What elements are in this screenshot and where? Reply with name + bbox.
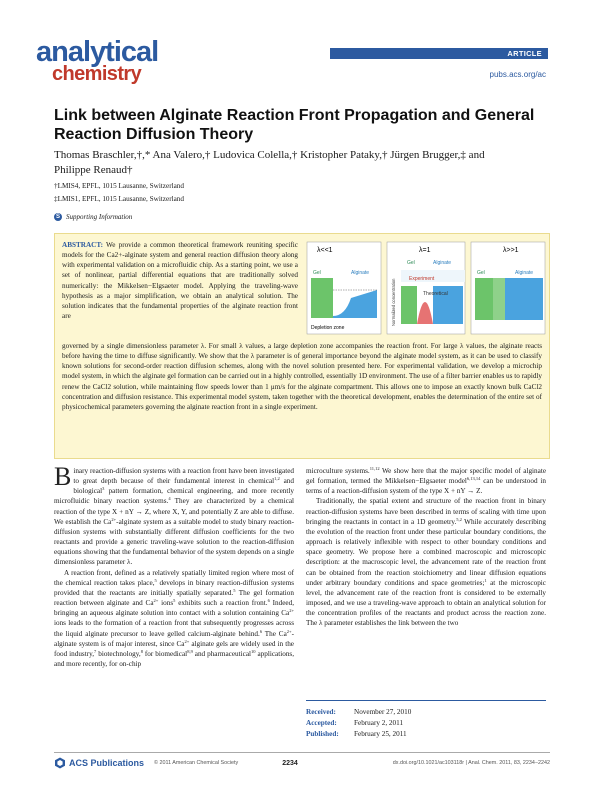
toc-p2-lambda: λ=1 xyxy=(419,247,431,254)
history-accepted xyxy=(306,718,546,729)
acs-publications-logo xyxy=(54,757,144,769)
toc-p1-alginate: Alginate xyxy=(351,270,370,276)
intro-paragraph-3: Traditionally, the spatial extent and structure of the reaction front in binary reaction-diffusion systems have been described in terms of scaling with time upon bringing the reactants in contact in a 1D geometry.$^{5,2}$ While accurately describing the evolution of the reaction front under these particular boundary conditions, the approach is relatively inflexible with respect to other boundary conditions and space geometry. We propose here a combined macroscopic and microscopic description: at the macroscopic level, the advancement rate of the reaction front can be obtained from the reaction stoichiometry and linear diffusion equations under arbitrary boundary conditions and space geometries;$^1$ at the microscopic level, the advancement rate of the reaction front is considered to be externally imposed, and we use a traveling-wave approach to obtain an analytical solution for the concentration profiles of the reactants and product across the reaction zone. The λ parameter establishes the link between the two xyxy=(306,497,546,628)
publication-history xyxy=(306,700,546,740)
received-label: Received: xyxy=(306,708,336,716)
toc-panel-large-lambda xyxy=(471,242,545,334)
journal-name-line1: analytical xyxy=(36,36,159,68)
toc-p1-lambda: λ<<1 xyxy=(317,247,333,254)
abstract-text-bottom: governed by a single dimensionless parameter λ. For small λ values, a large depletion zone accompanies the reaction front. For large λ values, the alginate reacts before having the time to diffuse significantly. We show that the λ parameter is of general importance beyond the alginate model system, as it can be used to classify known solutions for second-order reaction diffusion schemes, along with the novel solution presented here. For experimental validation, we develop a microchip model system, in which the alginate gel formation can be carried out in a highly controlled, essentially 1D environment. The use of a filter barrier enables us to rapidly renew the CaCl2 solution, while maintaining flow speeds lower than 1 μm/s for the alginate compartment. This allows one to impose an exactly known bulk CaCl2 concentration and diffusion resistance. This experimental model system, taken together with the theoretical development, enables the determination of the entire set of physicochemical parameters governing the alginate reaction front in a single experiment. xyxy=(62,342,542,411)
copyright: © 2011 American Chemical Society xyxy=(154,760,239,766)
page-footer xyxy=(54,757,550,769)
body-column-left xyxy=(54,462,295,669)
toc-graphic xyxy=(305,240,547,338)
footer-rule xyxy=(54,752,550,753)
article-type-bar xyxy=(330,48,548,59)
toc-p2-gel: Gel xyxy=(407,260,415,266)
intro-paragraph-2-cont: microculture systems.$^{11,12}$ We show here that the major specific model of alginate gel formation, termed the Mikkelsen−Elgsaeter model$^{6,13,14}$ can be understood in terms of a reaction-diffusion system of the type X + nY → Z. xyxy=(306,466,547,496)
affiliation-1: †LMIS4, EPFL, 1015 Lausanne, Switzerland xyxy=(54,182,184,190)
article-type-label: ARTICLE xyxy=(507,49,542,58)
toc-p3-lambda: λ>>1 xyxy=(503,247,519,254)
toc-panel-small-lambda xyxy=(307,242,381,334)
supporting-info-icon: S xyxy=(55,214,60,220)
author-line-2: Philippe Renaud† xyxy=(54,164,133,176)
journal-name-line2: chemistry xyxy=(52,63,142,85)
toc-p1-gel: Gel xyxy=(313,270,321,276)
journal-url[interactable]: pubs.acs.org/ac xyxy=(489,70,546,79)
toc-p2-theoretical: Theoretical xyxy=(423,291,448,297)
article-title: Link between Alginate Reaction Front Propagation and General Reaction Diffusion Theory xyxy=(54,107,535,143)
toc-p2-alginate: Alginate xyxy=(433,260,452,266)
history-published xyxy=(306,729,546,740)
supporting-info-label: Supporting Information xyxy=(66,213,133,221)
abstract-label: ABSTRACT: xyxy=(62,241,104,249)
history-received xyxy=(306,707,546,718)
author-line-1: Thomas Braschler,†,* Ana Valero,† Ludovica Colella,† Kristopher Pataky,† Jürgen Brugger,‡ and xyxy=(54,149,485,161)
accepted-label: Accepted: xyxy=(306,719,337,727)
acs-hexagon-icon xyxy=(54,757,66,769)
toc-panel-unit-lambda xyxy=(387,242,465,334)
abstract-top-text: We provide a common theoretical framework reuniting specific models for the Ca2+-alginate system and general reaction diffusion theory along with experimental validation on a microfluidic chip. As a starting point, we use a set of nonlinear, partial differential equations that are traditionally solved numerically: the Mikkelsen−Elgsaeter model. Applying the traveling-wave hypothesis as a major simplification, we obtain an analytical solution. The solution indicates that the fundamental properties of the alginate reaction front are xyxy=(62,241,298,321)
abstract-text-top xyxy=(62,240,298,321)
body-column-right xyxy=(306,466,546,629)
toc-p2-experiment: Experiment xyxy=(409,276,435,282)
intro-paragraph-1: Binary reaction-diffusion systems with a reaction front have been investigated to great depth because of their fundamental interest in chemical$^{1,2}$ and biological$^3$ pattern formation, chemical engineering, and more recently microfluidic binary reaction systems.$^4$ They are characterized by a chemical reaction of the type X + nY → Z, where X, Y, and potentially Z are able to diffuse. We establish the $Ca^{2+}$-alginate system as a suitable model to study binary reaction-diffusion systems with substantially different diffusion coefficients for the two reactants and provide a generic traveling-wave solution to the reaction-diffusion equations showing that the fundamental behavior of the system depends on a single dimensionless parameter λ. xyxy=(54,462,295,567)
accepted-date: February 2, 2011 xyxy=(354,719,404,727)
journal-logo xyxy=(36,36,296,85)
toc-p3-alginate: Alginate xyxy=(515,270,534,276)
publisher-name: ACS Publications xyxy=(69,758,145,768)
toc-p1-zone: Depletion zone xyxy=(311,325,345,331)
affiliation-2: ‡LMIS1, EPFL, 1015 Lausanne, Switzerland xyxy=(54,195,184,203)
toc-p3-gel: Gel xyxy=(477,270,485,276)
page-number: 2234 xyxy=(282,759,298,767)
doi-citation[interactable]: dx.doi.org/10.1021/ac103118r | Anal. Chem. 2011, 83, 2234−2242 xyxy=(392,760,550,766)
toc-p2-axis: Normalized concentration xyxy=(391,278,396,326)
published-date: February 25, 2011 xyxy=(354,730,407,738)
intro-paragraph-2: A reaction front, defined as a relatively spatially limited region where most of the chemical reaction takes place,$^5$ develops in binary reaction-diffusion systems provided that the reactants are initially spatially separated.$^5$ The gel formation reaction between alginate and $Ca^{2+}$ ions$^5$ exhibits such a reaction front.$^6$ Indeed, bringing an aqueous alginate solution into contact with a solution containing $Ca^{2+}$ ions leads to the formation of a reaction front that subsequently progresses across the liquid alginate precursor to leave gelled calcium-alginate behind.$^6$ The $Ca^{2+}$-alginate system is of major interest, since $Ca^{2+}$ alginate gels are widely used in the food industry,$^7$ biotechnology,$^8$ for biomedical$^{8,9}$ and pharmaceutical$^{10}$ applications, and more recently, for on-chip xyxy=(54,568,295,668)
published-label: Published: xyxy=(306,730,339,738)
author-list xyxy=(54,148,544,178)
supporting-information-link[interactable] xyxy=(54,213,132,221)
received-date: November 27, 2010 xyxy=(354,708,412,716)
